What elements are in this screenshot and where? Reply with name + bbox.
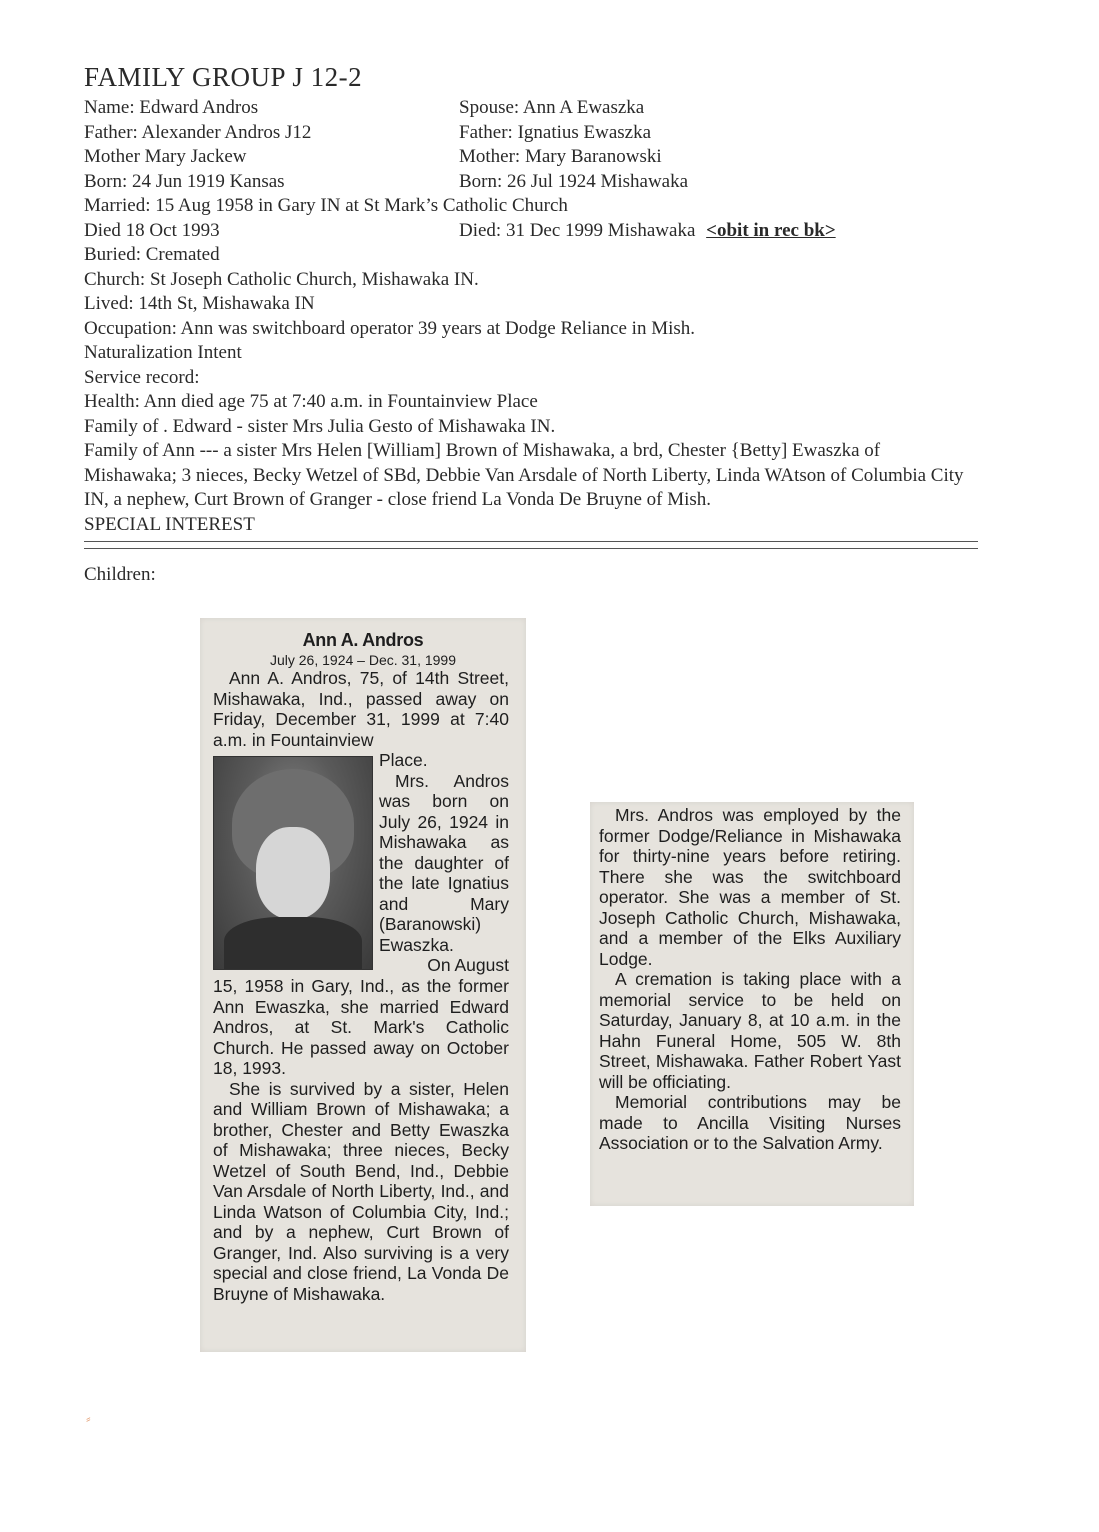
married-field: Married: 15 Aug 1958 in Gary IN at St Mark’s Catholic Church	[84, 195, 568, 216]
spouse-mother-field: Mother: Mary Baranowski	[459, 146, 662, 167]
obituary-paragraph-2: Mrs. Andros was born on July 26, 1924 in Mishawaka as the daughter of the late Ignatius and Mary (Baranowski) Ewaszka.	[379, 770, 509, 955]
obituary-body	[213, 668, 509, 1304]
married-row	[84, 194, 984, 219]
obit-link[interactable]: <obit in rec bk>	[706, 219, 836, 241]
occupation-field: Occupation: Ann was switchboard operator 39 years at Dodge Reliance in Mish.	[84, 317, 696, 339]
name-row	[84, 96, 984, 121]
obituary-paragraph-3: 15, 1958 in Gary, Ind., as the former Ann Ewaszka, she married Edward Andros, at St. Mark's Catholic Church. He passed away on October 18, 1993.	[213, 976, 509, 1078]
family-of-ann-field: Family of Ann --- a sister Mrs Helen [William] Brown of Mishawaka, a brd, Chester {Betty] Ewaszka of Mishawaka; 3 nieces, Becky Wetzel of SBd, Debbie Van Arsdale of North Liberty, Linda WAtson of Columbia City IN, a nephew, Curt Brown of Granger - close friend La Vonda De Bruyne of Mish.	[84, 440, 964, 510]
spouse-field: Spouse: Ann A Ewaszka	[459, 97, 645, 118]
page-title: FAMILY GROUP J 12-2	[84, 62, 363, 92]
lived-field: Lived: 14th St, Mishawaka IN	[84, 293, 315, 314]
spouse-father-field: Father: Ignatius Ewaszka	[459, 121, 652, 143]
spouse-died-field: Died: 31 Dec 1999 Mishawaka	[459, 219, 696, 241]
obituary-continuation-clipping	[590, 802, 914, 1206]
church-field: Church: St Joseph Catholic Church, Mishawaka IN.	[84, 268, 479, 290]
obituary-paragraph-1-end: Place.	[379, 750, 428, 770]
continuation-body	[599, 805, 901, 1154]
obituary-paragraph-4: She is survived by a sister, Helen and William Brown of Mishawaka; a brother, Chester and Betty Ewaszka of Mishawaka; three nieces, Becky Wetzel of South Bend, Ind., Debbie Van Arsdale of North Liberty, Ind., and Linda Watson of Columbia City, Ind.; and by a nephew, Curt Brown of Granger, Ind. Also surviving is a very special and close friend, La Vonda De Bruyne of Mishawaka.	[213, 1078, 509, 1304]
continuation-paragraph-3: Memorial contributions may be made to Ancilla Visiting Nurses Association or to the Salvation Army.	[599, 1092, 901, 1153]
obituary-title: Ann A. Andros	[302, 630, 424, 650]
obituary-dates: July 26, 1924 – Dec. 31, 1999	[269, 652, 457, 668]
spouse-born-field: Born: 26 Jul 1924 Mishawaka	[459, 170, 689, 192]
name-field: Name: Edward Andros	[84, 97, 259, 118]
portrait-photo	[213, 756, 373, 970]
died-row	[84, 219, 984, 244]
born-row	[84, 170, 984, 195]
mother-field: Mother Mary Jackew	[84, 146, 247, 167]
died-field: Died 18 Oct 1993	[84, 219, 220, 241]
naturalization-field: Naturalization Intent	[84, 342, 242, 363]
obituary-paragraph-1: Ann A. Andros, 75, of 14th Street, Mishawaka, Ind., passed away on Friday, December 31, 1999 at 7:40 a.m. in Fountainview	[213, 668, 509, 750]
special-interest-field: SPECIAL INTEREST	[84, 513, 255, 535]
family-record	[84, 96, 984, 537]
born-field: Born: 24 Jun 1919 Kansas	[84, 170, 285, 192]
service-record-field: Service record:	[84, 366, 200, 388]
photo-block	[213, 750, 509, 976]
photo-side-text	[379, 750, 509, 976]
obituary-paragraph-3-start: On August	[427, 955, 509, 975]
continuation-paragraph-2: A cremation is taking place with a memorial service to be held on Saturday, January 8, at 10 a.m. in the Hahn Funeral Home, 505 W. 8th Street, Mishawaka. Father Robert Yast will be officiating.	[599, 969, 901, 1092]
double-divider	[84, 541, 978, 549]
obituary-clipping	[200, 618, 526, 1352]
father-row	[84, 121, 984, 146]
children-label: Children:	[84, 564, 156, 585]
paper-stain: ⸗	[86, 1412, 91, 1427]
spouse-died-group	[459, 219, 836, 244]
continuation-paragraph-1: Mrs. Andros was employed by the former Dodge/Reliance in Mishawaka for thirty-nine years before retiring. There she was the switchboard operator. She was a member of St. Joseph Catholic Church, Mishawaka, and a member of the Elks Auxiliary Lodge.	[599, 805, 901, 969]
father-field: Father: Alexander Andros J12	[84, 121, 312, 143]
health-field: Health: Ann died age 75 at 7:40 a.m. in Fountainview Place	[84, 391, 538, 412]
portrait-body	[224, 917, 362, 970]
family-of-edward-field: Family of . Edward - sister Mrs Julia Gesto of Mishawaka IN.	[84, 415, 556, 437]
buried-field: Buried: Cremated	[84, 244, 220, 265]
portrait-face	[256, 827, 330, 919]
mother-row	[84, 145, 984, 170]
